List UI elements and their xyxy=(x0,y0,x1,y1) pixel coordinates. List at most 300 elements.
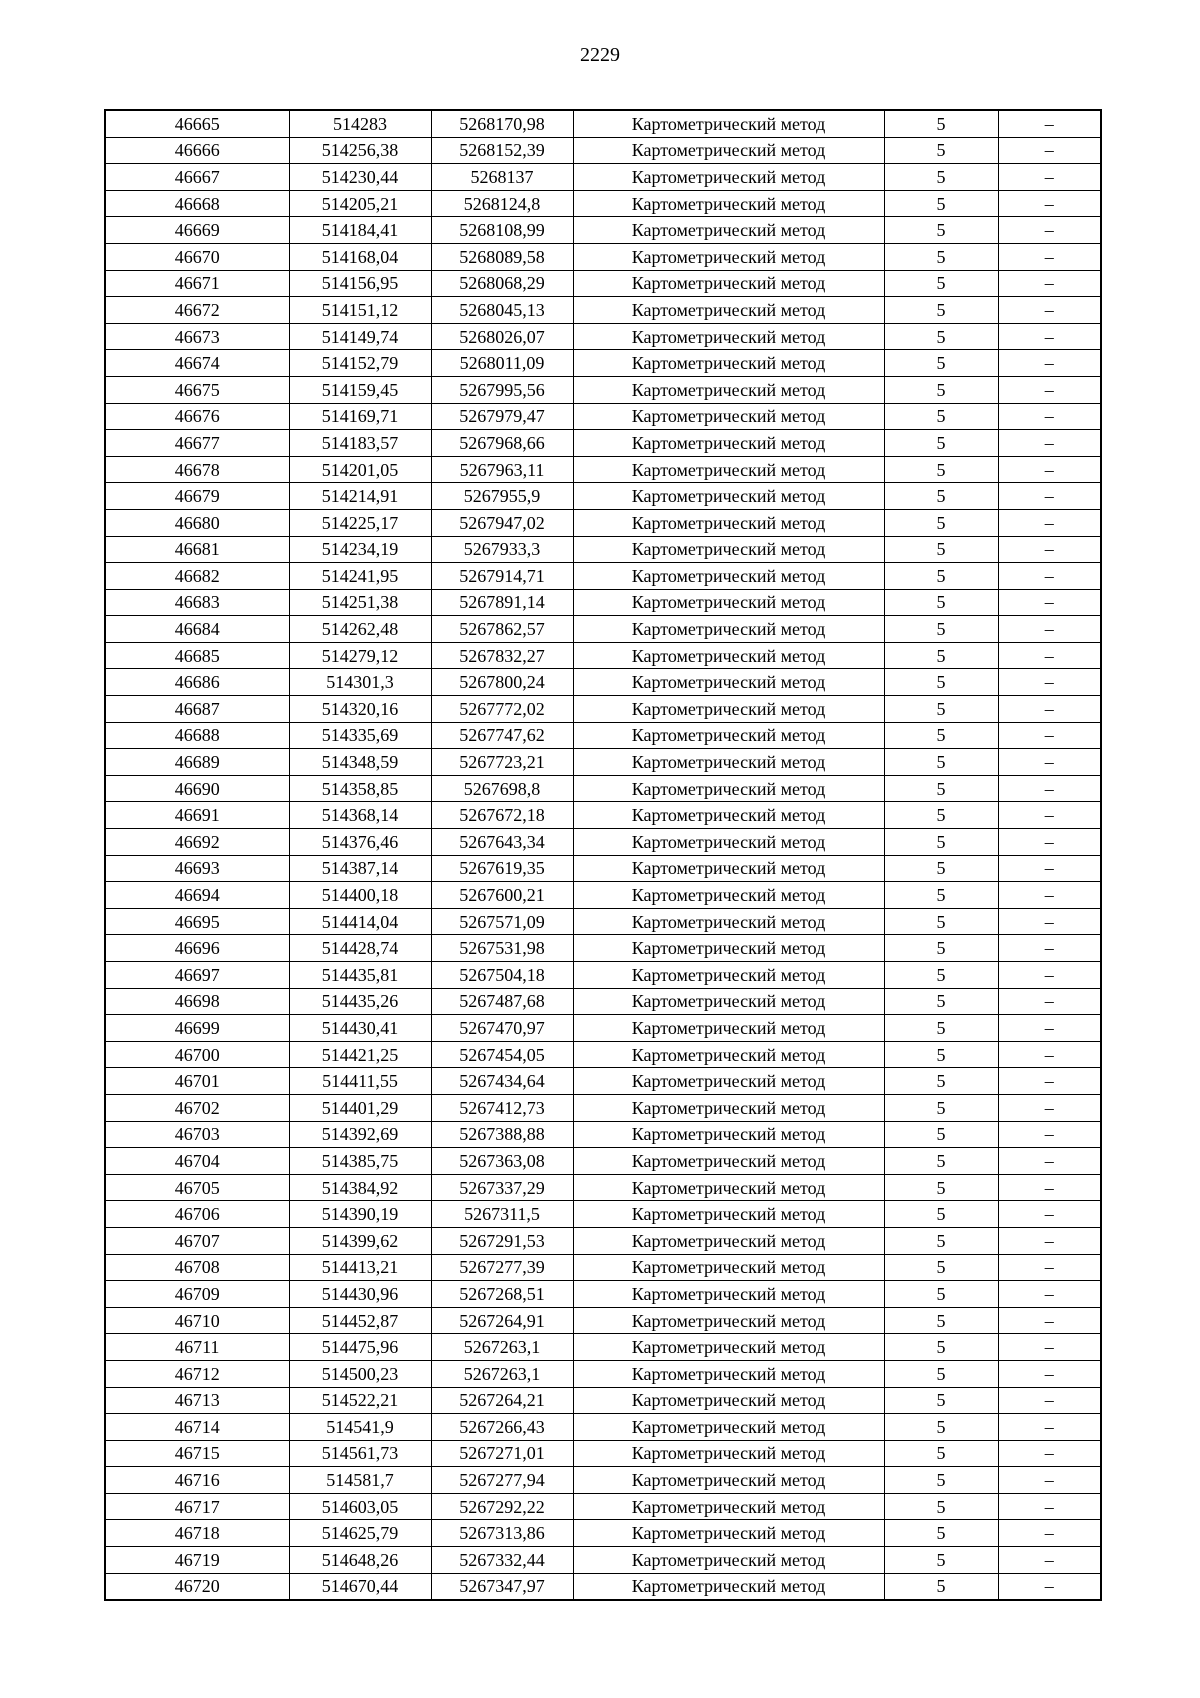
y-coordinate-cell: 5267263,1 xyxy=(431,1334,573,1361)
method-cell: Картометрический метод xyxy=(573,110,884,137)
x-coordinate-cell: 514283 xyxy=(289,110,431,137)
y-coordinate-cell: 5268089,58 xyxy=(431,243,573,270)
y-coordinate-cell: 5267504,18 xyxy=(431,962,573,989)
x-coordinate-cell: 514430,96 xyxy=(289,1281,431,1308)
note-cell: – xyxy=(998,1334,1101,1361)
y-coordinate-cell: 5267332,44 xyxy=(431,1547,573,1574)
y-coordinate-cell: 5267933,3 xyxy=(431,536,573,563)
accuracy-cell: 5 xyxy=(884,962,998,989)
y-coordinate-cell: 5267487,68 xyxy=(431,988,573,1015)
note-cell: – xyxy=(998,1467,1101,1494)
note-cell: – xyxy=(998,376,1101,403)
x-coordinate-cell: 514205,21 xyxy=(289,190,431,217)
method-cell: Картометрический метод xyxy=(573,430,884,457)
table-row xyxy=(105,589,1101,616)
x-coordinate-cell: 514421,25 xyxy=(289,1041,431,1068)
x-coordinate-cell: 514411,55 xyxy=(289,1068,431,1095)
point-number-cell: 46697 xyxy=(105,962,289,989)
accuracy-cell: 5 xyxy=(884,1227,998,1254)
note-cell: – xyxy=(998,110,1101,137)
y-coordinate-cell: 5267470,97 xyxy=(431,1015,573,1042)
table-row xyxy=(105,137,1101,164)
y-coordinate-cell: 5267914,71 xyxy=(431,563,573,590)
method-cell: Картометрический метод xyxy=(573,376,884,403)
method-cell: Картометрический метод xyxy=(573,882,884,909)
y-coordinate-cell: 5268068,29 xyxy=(431,270,573,297)
table-row xyxy=(105,616,1101,643)
accuracy-cell: 5 xyxy=(884,1148,998,1175)
method-cell: Картометрический метод xyxy=(573,855,884,882)
method-cell: Картометрический метод xyxy=(573,563,884,590)
note-cell: – xyxy=(998,802,1101,829)
table-row xyxy=(105,722,1101,749)
y-coordinate-cell: 5267979,47 xyxy=(431,403,573,430)
x-coordinate-cell: 514452,87 xyxy=(289,1307,431,1334)
y-coordinate-cell: 5267772,02 xyxy=(431,696,573,723)
table-row xyxy=(105,243,1101,270)
x-coordinate-cell: 514251,38 xyxy=(289,589,431,616)
point-number-cell: 46679 xyxy=(105,483,289,510)
method-cell: Картометрический метод xyxy=(573,350,884,377)
method-cell: Картометрический метод xyxy=(573,642,884,669)
point-number-cell: 46717 xyxy=(105,1493,289,1520)
note-cell: – xyxy=(998,1254,1101,1281)
method-cell: Картометрический метод xyxy=(573,1041,884,1068)
point-number-cell: 46686 xyxy=(105,669,289,696)
method-cell: Картометрический метод xyxy=(573,243,884,270)
note-cell: – xyxy=(998,1121,1101,1148)
table-row xyxy=(105,563,1101,590)
method-cell: Картометрический метод xyxy=(573,403,884,430)
accuracy-cell: 5 xyxy=(884,696,998,723)
accuracy-cell: 5 xyxy=(884,855,998,882)
method-cell: Картометрический метод xyxy=(573,190,884,217)
table-row xyxy=(105,1440,1101,1467)
method-cell: Картометрический метод xyxy=(573,1520,884,1547)
table-row xyxy=(105,1547,1101,1574)
method-cell: Картометрический метод xyxy=(573,988,884,1015)
x-coordinate-cell: 514390,19 xyxy=(289,1201,431,1228)
note-cell: – xyxy=(998,243,1101,270)
accuracy-cell: 5 xyxy=(884,376,998,403)
table-row xyxy=(105,855,1101,882)
accuracy-cell: 5 xyxy=(884,1440,998,1467)
point-number-cell: 46671 xyxy=(105,270,289,297)
note-cell: – xyxy=(998,669,1101,696)
point-number-cell: 46685 xyxy=(105,642,289,669)
point-number-cell: 46687 xyxy=(105,696,289,723)
method-cell: Картометрический метод xyxy=(573,1201,884,1228)
table-row xyxy=(105,749,1101,776)
point-number-cell: 46667 xyxy=(105,164,289,191)
y-coordinate-cell: 5267672,18 xyxy=(431,802,573,829)
y-coordinate-cell: 5268137 xyxy=(431,164,573,191)
y-coordinate-cell: 5268152,39 xyxy=(431,137,573,164)
accuracy-cell: 5 xyxy=(884,1547,998,1574)
point-number-cell: 46668 xyxy=(105,190,289,217)
y-coordinate-cell: 5267263,1 xyxy=(431,1360,573,1387)
method-cell: Картометрический метод xyxy=(573,1387,884,1414)
y-coordinate-cell: 5267531,98 xyxy=(431,935,573,962)
x-coordinate-cell: 514201,05 xyxy=(289,456,431,483)
y-coordinate-cell: 5267800,24 xyxy=(431,669,573,696)
accuracy-cell: 5 xyxy=(884,1201,998,1228)
point-number-cell: 46699 xyxy=(105,1015,289,1042)
table-row xyxy=(105,1227,1101,1254)
note-cell: – xyxy=(998,589,1101,616)
table-row xyxy=(105,164,1101,191)
y-coordinate-cell: 5267619,35 xyxy=(431,855,573,882)
accuracy-cell: 5 xyxy=(884,164,998,191)
y-coordinate-cell: 5268124,8 xyxy=(431,190,573,217)
x-coordinate-cell: 514348,59 xyxy=(289,749,431,776)
x-coordinate-cell: 514256,38 xyxy=(289,137,431,164)
accuracy-cell: 5 xyxy=(884,1387,998,1414)
point-number-cell: 46674 xyxy=(105,350,289,377)
table-row xyxy=(105,297,1101,324)
method-cell: Картометрический метод xyxy=(573,1015,884,1042)
note-cell: – xyxy=(998,137,1101,164)
point-number-cell: 46675 xyxy=(105,376,289,403)
table-row xyxy=(105,1068,1101,1095)
method-cell: Картометрический метод xyxy=(573,722,884,749)
note-cell: – xyxy=(998,483,1101,510)
x-coordinate-cell: 514435,81 xyxy=(289,962,431,989)
x-coordinate-cell: 514625,79 xyxy=(289,1520,431,1547)
x-coordinate-cell: 514413,21 xyxy=(289,1254,431,1281)
table-row xyxy=(105,217,1101,244)
note-cell: – xyxy=(998,1360,1101,1387)
table-row xyxy=(105,829,1101,856)
accuracy-cell: 5 xyxy=(884,1414,998,1441)
table-row xyxy=(105,376,1101,403)
x-coordinate-cell: 514430,41 xyxy=(289,1015,431,1042)
y-coordinate-cell: 5267266,43 xyxy=(431,1414,573,1441)
point-number-cell: 46681 xyxy=(105,536,289,563)
accuracy-cell: 5 xyxy=(884,1094,998,1121)
y-coordinate-cell: 5267747,62 xyxy=(431,722,573,749)
point-number-cell: 46714 xyxy=(105,1414,289,1441)
table-row xyxy=(105,935,1101,962)
method-cell: Картометрический метод xyxy=(573,509,884,536)
note-cell: – xyxy=(998,775,1101,802)
point-number-cell: 46672 xyxy=(105,297,289,324)
x-coordinate-cell: 514183,57 xyxy=(289,430,431,457)
x-coordinate-cell: 514214,91 xyxy=(289,483,431,510)
y-coordinate-cell: 5267311,5 xyxy=(431,1201,573,1228)
method-cell: Картометрический метод xyxy=(573,1148,884,1175)
x-coordinate-cell: 514156,95 xyxy=(289,270,431,297)
method-cell: Картометрический метод xyxy=(573,297,884,324)
x-coordinate-cell: 514561,73 xyxy=(289,1440,431,1467)
point-number-cell: 46682 xyxy=(105,563,289,590)
note-cell: – xyxy=(998,323,1101,350)
table-row xyxy=(105,1121,1101,1148)
point-number-cell: 46715 xyxy=(105,1440,289,1467)
y-coordinate-cell: 5267264,21 xyxy=(431,1387,573,1414)
method-cell: Картометрический метод xyxy=(573,802,884,829)
note-cell: – xyxy=(998,988,1101,1015)
accuracy-cell: 5 xyxy=(884,1281,998,1308)
point-number-cell: 46700 xyxy=(105,1041,289,1068)
accuracy-cell: 5 xyxy=(884,589,998,616)
method-cell: Картометрический метод xyxy=(573,1254,884,1281)
accuracy-cell: 5 xyxy=(884,1307,998,1334)
table-row xyxy=(105,1201,1101,1228)
point-number-cell: 46665 xyxy=(105,110,289,137)
y-coordinate-cell: 5267277,39 xyxy=(431,1254,573,1281)
x-coordinate-cell: 514358,85 xyxy=(289,775,431,802)
table-row xyxy=(105,350,1101,377)
note-cell: – xyxy=(998,1174,1101,1201)
method-cell: Картометрический метод xyxy=(573,749,884,776)
point-number-cell: 46691 xyxy=(105,802,289,829)
method-cell: Картометрический метод xyxy=(573,589,884,616)
method-cell: Картометрический метод xyxy=(573,1414,884,1441)
x-coordinate-cell: 514648,26 xyxy=(289,1547,431,1574)
x-coordinate-cell: 514151,12 xyxy=(289,297,431,324)
table-row xyxy=(105,1493,1101,1520)
accuracy-cell: 5 xyxy=(884,1174,998,1201)
y-coordinate-cell: 5267643,34 xyxy=(431,829,573,856)
method-cell: Картометрический метод xyxy=(573,829,884,856)
accuracy-cell: 5 xyxy=(884,456,998,483)
note-cell: – xyxy=(998,1015,1101,1042)
y-coordinate-cell: 5267292,22 xyxy=(431,1493,573,1520)
note-cell: – xyxy=(998,456,1101,483)
y-coordinate-cell: 5267363,08 xyxy=(431,1148,573,1175)
accuracy-cell: 5 xyxy=(884,749,998,776)
y-coordinate-cell: 5267347,97 xyxy=(431,1573,573,1600)
point-number-cell: 46710 xyxy=(105,1307,289,1334)
accuracy-cell: 5 xyxy=(884,350,998,377)
y-coordinate-cell: 5267313,86 xyxy=(431,1520,573,1547)
method-cell: Картометрический метод xyxy=(573,1547,884,1574)
accuracy-cell: 5 xyxy=(884,908,998,935)
x-coordinate-cell: 514500,23 xyxy=(289,1360,431,1387)
accuracy-cell: 5 xyxy=(884,509,998,536)
point-number-cell: 46711 xyxy=(105,1334,289,1361)
table-row xyxy=(105,190,1101,217)
note-cell: – xyxy=(998,696,1101,723)
x-coordinate-cell: 514428,74 xyxy=(289,935,431,962)
y-coordinate-cell: 5267698,8 xyxy=(431,775,573,802)
point-number-cell: 46698 xyxy=(105,988,289,1015)
accuracy-cell: 5 xyxy=(884,616,998,643)
accuracy-cell: 5 xyxy=(884,1068,998,1095)
method-cell: Картометрический метод xyxy=(573,908,884,935)
table-row xyxy=(105,988,1101,1015)
method-cell: Картометрический метод xyxy=(573,1493,884,1520)
note-cell: – xyxy=(998,536,1101,563)
accuracy-cell: 5 xyxy=(884,722,998,749)
y-coordinate-cell: 5268026,07 xyxy=(431,323,573,350)
table-row xyxy=(105,1148,1101,1175)
table-row xyxy=(105,696,1101,723)
method-cell: Картометрический метод xyxy=(573,669,884,696)
x-coordinate-cell: 514262,48 xyxy=(289,616,431,643)
table-row xyxy=(105,483,1101,510)
y-coordinate-cell: 5267388,88 xyxy=(431,1121,573,1148)
x-coordinate-cell: 514384,92 xyxy=(289,1174,431,1201)
method-cell: Картометрический метод xyxy=(573,164,884,191)
point-number-cell: 46716 xyxy=(105,1467,289,1494)
accuracy-cell: 5 xyxy=(884,1573,998,1600)
method-cell: Картометрический метод xyxy=(573,696,884,723)
x-coordinate-cell: 514169,71 xyxy=(289,403,431,430)
table-row xyxy=(105,669,1101,696)
method-cell: Картометрический метод xyxy=(573,1467,884,1494)
y-coordinate-cell: 5268108,99 xyxy=(431,217,573,244)
point-number-cell: 46666 xyxy=(105,137,289,164)
table-row xyxy=(105,430,1101,457)
accuracy-cell: 5 xyxy=(884,297,998,324)
table-row xyxy=(105,1174,1101,1201)
method-cell: Картометрический метод xyxy=(573,1174,884,1201)
point-number-cell: 46709 xyxy=(105,1281,289,1308)
table-row xyxy=(105,908,1101,935)
table-row xyxy=(105,323,1101,350)
x-coordinate-cell: 514168,04 xyxy=(289,243,431,270)
note-cell: – xyxy=(998,190,1101,217)
method-cell: Картометрический метод xyxy=(573,1068,884,1095)
x-coordinate-cell: 514376,46 xyxy=(289,829,431,856)
table-row xyxy=(105,882,1101,909)
note-cell: – xyxy=(998,908,1101,935)
accuracy-cell: 5 xyxy=(884,190,998,217)
table-row xyxy=(105,110,1101,137)
point-number-cell: 46676 xyxy=(105,403,289,430)
y-coordinate-cell: 5268170,98 xyxy=(431,110,573,137)
x-coordinate-cell: 514401,29 xyxy=(289,1094,431,1121)
method-cell: Картометрический метод xyxy=(573,616,884,643)
y-coordinate-cell: 5267723,21 xyxy=(431,749,573,776)
x-coordinate-cell: 514581,7 xyxy=(289,1467,431,1494)
note-cell: – xyxy=(998,1547,1101,1574)
table-body xyxy=(105,110,1101,1600)
point-number-cell: 46707 xyxy=(105,1227,289,1254)
note-cell: – xyxy=(998,217,1101,244)
method-cell: Картометрический метод xyxy=(573,1440,884,1467)
point-number-cell: 46683 xyxy=(105,589,289,616)
accuracy-cell: 5 xyxy=(884,802,998,829)
accuracy-cell: 5 xyxy=(884,829,998,856)
x-coordinate-cell: 514387,14 xyxy=(289,855,431,882)
accuracy-cell: 5 xyxy=(884,642,998,669)
point-number-cell: 46703 xyxy=(105,1121,289,1148)
note-cell: – xyxy=(998,1041,1101,1068)
method-cell: Картометрический метод xyxy=(573,536,884,563)
x-coordinate-cell: 514541,9 xyxy=(289,1414,431,1441)
point-number-cell: 46708 xyxy=(105,1254,289,1281)
note-cell: – xyxy=(998,270,1101,297)
accuracy-cell: 5 xyxy=(884,1360,998,1387)
table-row xyxy=(105,1015,1101,1042)
page-number: 2229 xyxy=(580,44,620,66)
note-cell: – xyxy=(998,749,1101,776)
note-cell: – xyxy=(998,430,1101,457)
point-number-cell: 46720 xyxy=(105,1573,289,1600)
x-coordinate-cell: 514230,44 xyxy=(289,164,431,191)
y-coordinate-cell: 5267291,53 xyxy=(431,1227,573,1254)
y-coordinate-cell: 5267268,51 xyxy=(431,1281,573,1308)
note-cell: – xyxy=(998,1148,1101,1175)
x-coordinate-cell: 514152,79 xyxy=(289,350,431,377)
note-cell: – xyxy=(998,722,1101,749)
table-row xyxy=(105,1467,1101,1494)
table-row xyxy=(105,802,1101,829)
note-cell: – xyxy=(998,1094,1101,1121)
table-row xyxy=(105,1520,1101,1547)
note-cell: – xyxy=(998,962,1101,989)
table-row xyxy=(105,1307,1101,1334)
accuracy-cell: 5 xyxy=(884,483,998,510)
point-number-cell: 46678 xyxy=(105,456,289,483)
table-row xyxy=(105,775,1101,802)
note-cell: – xyxy=(998,164,1101,191)
table-row xyxy=(105,1573,1101,1600)
x-coordinate-cell: 514385,75 xyxy=(289,1148,431,1175)
method-cell: Картометрический метод xyxy=(573,1573,884,1600)
accuracy-cell: 5 xyxy=(884,1334,998,1361)
point-number-cell: 46692 xyxy=(105,829,289,856)
coordinates-table xyxy=(104,109,1102,1601)
accuracy-cell: 5 xyxy=(884,1467,998,1494)
accuracy-cell: 5 xyxy=(884,323,998,350)
note-cell: – xyxy=(998,509,1101,536)
method-cell: Картометрический метод xyxy=(573,1307,884,1334)
y-coordinate-cell: 5267862,57 xyxy=(431,616,573,643)
point-number-cell: 46719 xyxy=(105,1547,289,1574)
x-coordinate-cell: 514149,74 xyxy=(289,323,431,350)
point-number-cell: 46696 xyxy=(105,935,289,962)
method-cell: Картометрический метод xyxy=(573,270,884,297)
y-coordinate-cell: 5267955,9 xyxy=(431,483,573,510)
x-coordinate-cell: 514184,41 xyxy=(289,217,431,244)
method-cell: Картометрический метод xyxy=(573,775,884,802)
point-number-cell: 46684 xyxy=(105,616,289,643)
x-coordinate-cell: 514392,69 xyxy=(289,1121,431,1148)
x-coordinate-cell: 514670,44 xyxy=(289,1573,431,1600)
x-coordinate-cell: 514414,04 xyxy=(289,908,431,935)
y-coordinate-cell: 5267832,27 xyxy=(431,642,573,669)
accuracy-cell: 5 xyxy=(884,1121,998,1148)
x-coordinate-cell: 514335,69 xyxy=(289,722,431,749)
accuracy-cell: 5 xyxy=(884,110,998,137)
method-cell: Картометрический метод xyxy=(573,1094,884,1121)
y-coordinate-cell: 5267891,14 xyxy=(431,589,573,616)
y-coordinate-cell: 5267454,05 xyxy=(431,1041,573,1068)
point-number-cell: 46673 xyxy=(105,323,289,350)
accuracy-cell: 5 xyxy=(884,1520,998,1547)
table-row xyxy=(105,270,1101,297)
y-coordinate-cell: 5267277,94 xyxy=(431,1467,573,1494)
table-row xyxy=(105,1254,1101,1281)
accuracy-cell: 5 xyxy=(884,882,998,909)
x-coordinate-cell: 514400,18 xyxy=(289,882,431,909)
note-cell: – xyxy=(998,935,1101,962)
note-cell: – xyxy=(998,1520,1101,1547)
table-row xyxy=(105,1360,1101,1387)
method-cell: Картометрический метод xyxy=(573,483,884,510)
note-cell: – xyxy=(998,1573,1101,1600)
method-cell: Картометрический метод xyxy=(573,1334,884,1361)
note-cell: – xyxy=(998,1440,1101,1467)
note-cell: – xyxy=(998,1414,1101,1441)
note-cell: – xyxy=(998,350,1101,377)
table-row xyxy=(105,1334,1101,1361)
point-number-cell: 46712 xyxy=(105,1360,289,1387)
